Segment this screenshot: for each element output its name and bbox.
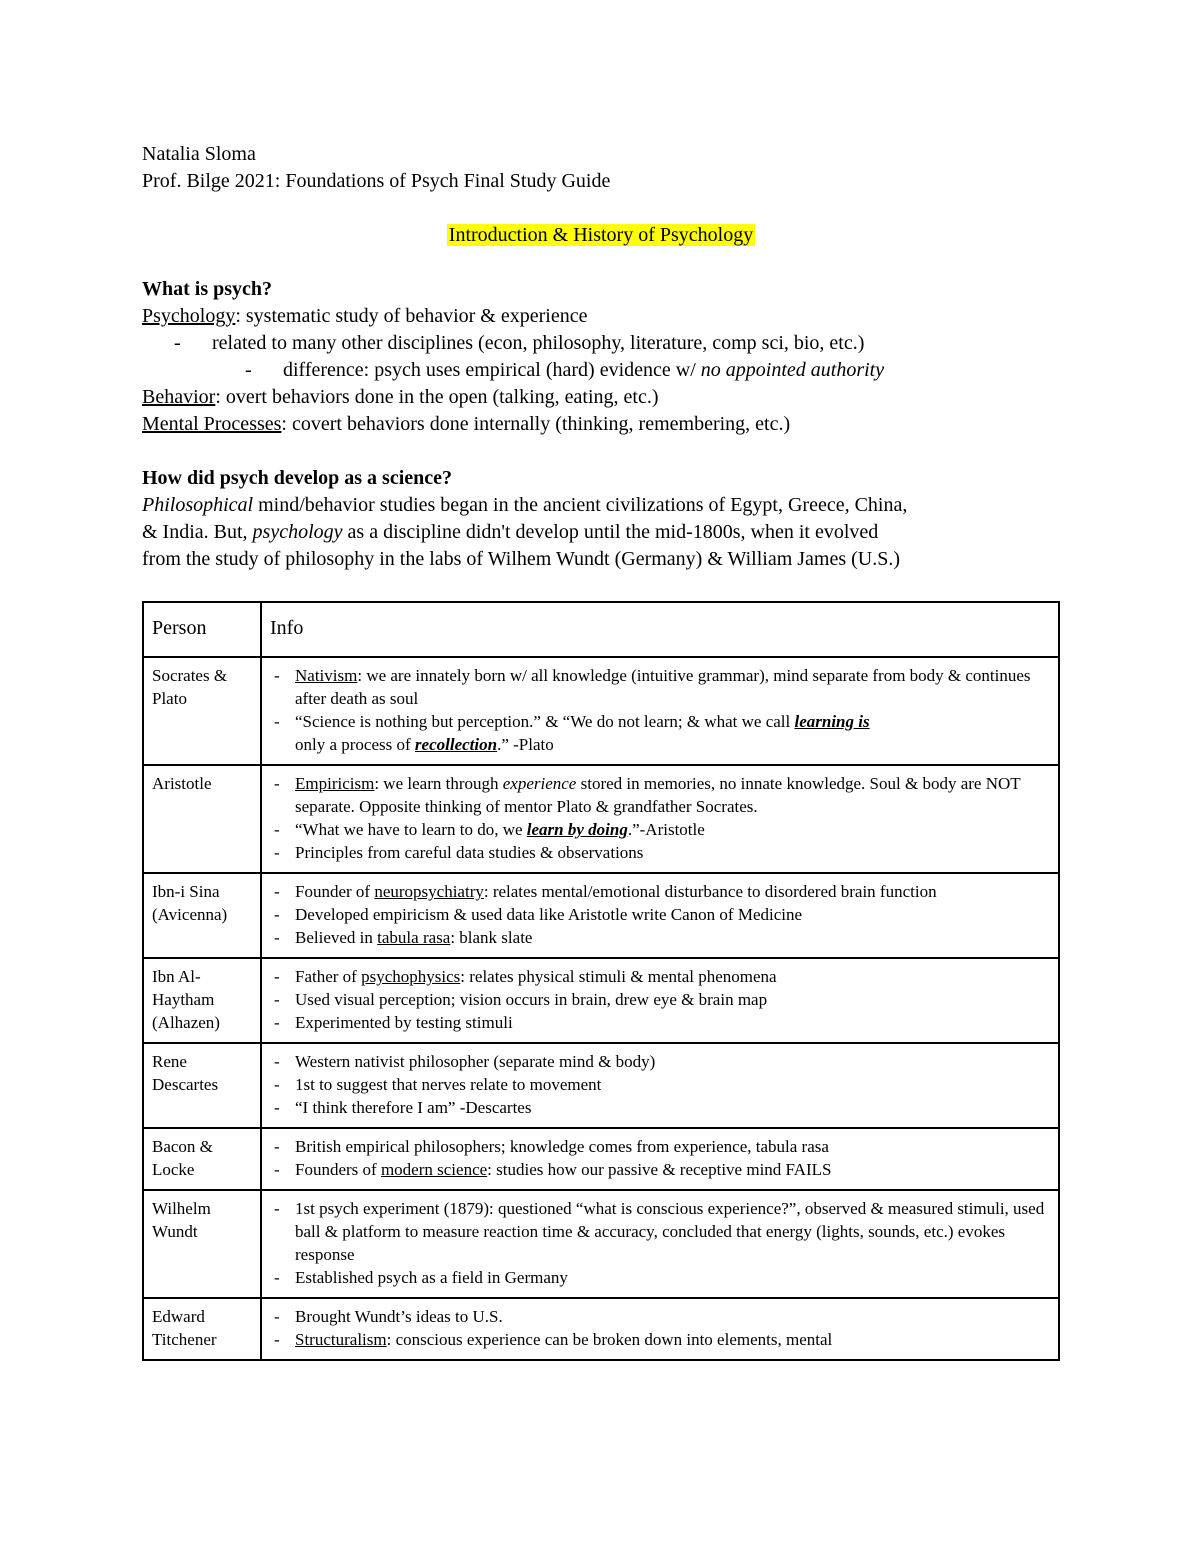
section-title: Introduction & History of Psychology (448, 224, 754, 246)
info-cell: - Founder of neuropsychiatry: relates mental/emotional disturbance to disordered brain function - Developed empiricism & used data like Aristotle write Canon of Medicine - Believed in tabula rasa: blank slate (261, 873, 1059, 958)
table-row (143, 1190, 1059, 1298)
table-row (143, 657, 1059, 765)
header-person: Person (143, 602, 261, 657)
info-cell: - Nativism: we are innately born w/ all knowledge (intuitive grammar), mind separate from body & continues after death as soul - “Science is nothing but perception.” & “We do not learn; & what we call learning is only a process of recollection.” -Plato (261, 657, 1059, 765)
table-header-row (143, 602, 1059, 657)
info-cell: - Father of psychophysics: relates physical stimuli & mental phenomena - Used visual perception; vision occurs in brain, drew eye & brain map - Experimented by testing stimuli (261, 958, 1059, 1043)
what-is-heading: What is psych? (142, 278, 273, 300)
author-name: Natalia Sloma (142, 143, 256, 165)
section-title-row (142, 222, 1060, 249)
bullet-related: - related to many other disciplines (econ, philosophy, literature, comp sci, bio, etc.) (174, 332, 865, 354)
person-cell: Rene Descartes (143, 1043, 261, 1128)
behavior-definition: Behavior: overt behaviors done in the open (talking, eating, etc.) (142, 386, 659, 408)
info-cell: - 1st psych experiment (1879): questioned “what is conscious experience?”, observed & measured stimuli, used ball & platform to measure reaction time & accuracy, concluded that energy (lights, sounds, etc.) evokes response - Established psych as a field in Germany (261, 1190, 1059, 1298)
info-cell: - Western nativist philosopher (separate mind & body) - 1st to suggest that nerves relate to movement - “I think therefore I am” -Descartes (261, 1043, 1059, 1128)
table-row (143, 1043, 1059, 1128)
person-cell: Aristotle (143, 765, 261, 873)
develop-heading: How did psych develop as a science? (142, 467, 453, 489)
table-row (143, 873, 1059, 958)
info-cell: - Brought Wundt’s ideas to U.S. - Structuralism: conscious experience can be broken down into elements, mental (261, 1298, 1059, 1360)
bullet-difference: - difference: psych uses empirical (hard) evidence w/ no appointed authority (245, 359, 885, 381)
table-row (143, 958, 1059, 1043)
course-title: Prof. Bilge 2021: Foundations of Psych Final Study Guide (142, 170, 611, 192)
header-info: Info (261, 602, 1059, 657)
table-row (143, 765, 1059, 873)
person-cell: Ibn-i Sina (Avicenna) (143, 873, 261, 958)
table-row (143, 1298, 1059, 1360)
develop-paragraph: Philosophical mind/behavior studies began in the ancient civilizations of Egypt, Greece, China, & India. But, psychology as a discipline didn't develop until the mid-1800s, when it evolved from the study of philosophy in the labs of Wilhem Wundt (Germany) & William James (U.S.) (142, 494, 908, 570)
document-body (142, 141, 1060, 573)
person-cell: Edward Titchener (143, 1298, 261, 1360)
mental-processes-term: Mental Processes (142, 413, 282, 435)
person-cell: Socrates & Plato (143, 657, 261, 765)
mental-processes-definition: Mental Processes: covert behaviors done internally (thinking, remembering, etc.) (142, 413, 791, 435)
person-cell: Wilhelm Wundt (143, 1190, 261, 1298)
person-cell: Ibn Al-Haytham (Alhazen) (143, 958, 261, 1043)
psychology-term: Psychology (142, 305, 236, 327)
table-row (143, 1128, 1059, 1190)
history-table (142, 601, 1060, 1361)
behavior-term: Behavior (142, 386, 216, 408)
info-cell: - British empirical philosophers; knowledge comes from experience, tabula rasa - Founders of modern science: studies how our passive & receptive mind FAILS (261, 1128, 1059, 1190)
info-cell: - Empiricism: we learn through experience stored in memories, no innate knowledge. Soul & body are NOT separate. Opposite thinking of mentor Plato & grandfather Socrates. - “What we have to learn to do, we learn by doing.”-Aristotle - Principles from careful data studies & observations (261, 765, 1059, 873)
person-cell: Bacon & Locke (143, 1128, 261, 1190)
psychology-definition: Psychology: systematic study of behavior & experience (142, 305, 588, 327)
